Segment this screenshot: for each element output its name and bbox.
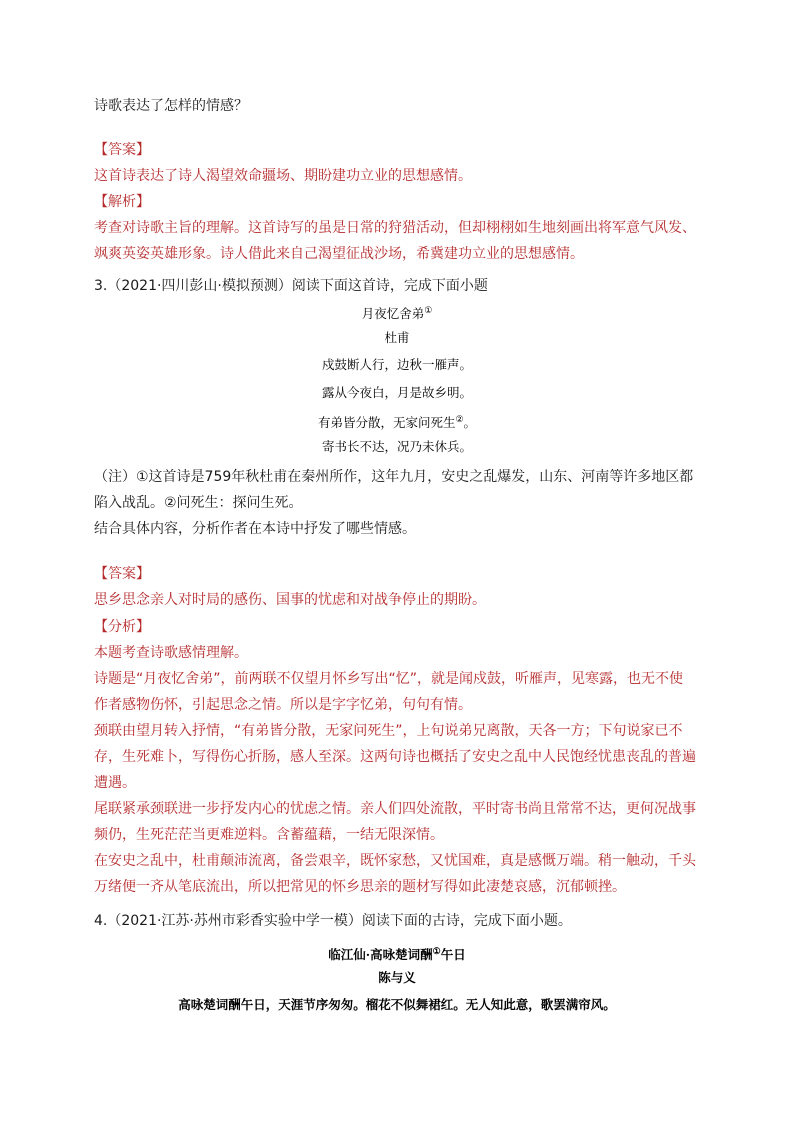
q4-poem-title [0, 943, 794, 964]
q3-answer-label: 【答案】 [94, 566, 150, 582]
q2-analysis-line-2: 飒爽英姿英雄形象。诗人借此来自己渴望征战沙场，希冀建功立业的思想感情。 [94, 246, 584, 262]
q3-analysis-line: 本题考查诗歌感情理解。 [94, 645, 248, 661]
q3-poem-line-1: 戍鼓断人行，边秋一雁声。 [321, 357, 472, 372]
q3-note-line-1: （注）①这首诗是759年秋杜甫在秦州所作，这年九月，安史之乱爆发，山东、河南等许多地区都 [94, 469, 694, 485]
q4-poem-title-note-mark: ① [432, 947, 441, 957]
q3-poem-line-3-end: 。 [463, 415, 477, 431]
q2-analysis-label: 【解析】 [94, 194, 150, 210]
q2-answer: 这首诗表达了诗人渴望效命疆场、期盼建功立业的思想感情。 [94, 168, 472, 184]
q3-heading: 3.（2021·四川彭山·模拟预测）阅读下面这首诗，完成下面小题 [94, 278, 488, 294]
q3-analysis-line: 万绪便一齐从笔底流出，所以把常见的怀乡思亲的题材写得如此凄楚哀感，沉郁顿挫。 [94, 879, 626, 895]
q3-poem-title [0, 302, 794, 323]
q3-poem-line-3 [0, 411, 794, 432]
q3-analysis-line: 在安史之乱中，杜甫颠沛流离，备尝艰辛，既怀家愁，又忧国难，真是感慨万端。稍一触动，千头 [94, 853, 696, 869]
q3-analysis-line: 存，生死难卜，写得伤心折肠，感人至深。这两句诗也概括了安史之乱中人民饱经忧患丧乱的普遍 [94, 749, 696, 765]
q4-heading: 4.（2021·江苏·苏州市彩香实验中学一模）阅读下面的古诗，完成下面小题。 [94, 913, 572, 929]
q4-poem-author: 陈与义 [378, 970, 416, 985]
q3-poem-line-4: 寄书长不达，况乃未休兵。 [321, 439, 472, 454]
q3-answer: 思乡思念亲人对时局的感伤、国事的忧虑和对战争停止的期盼。 [94, 592, 486, 608]
q4-poem-title-text-b: 午日 [440, 947, 466, 963]
q4-poem-title-text-a: 临江仙·高咏楚词酬 [328, 947, 433, 963]
q4-poem-line-1: 高咏楚词酬午日，天涯节序匆匆。榴花不似舞裙红。无人知此意，歌罢满帘风。 [178, 997, 616, 1012]
q3-analysis-line: 频仍，生死茫茫当更难逆料。含蓄蕴藉，一结无限深情。 [94, 827, 444, 843]
q2-answer-label: 【答案】 [94, 142, 150, 158]
q3-poem-line-2: 露从今夜白，月是故乡明。 [321, 385, 472, 400]
q3-analysis-line: 尾联紧承颈联进一步抒发内心的忧虑之情。亲人们四处流散，平时寄书尚且常常不达，更何况战事 [94, 801, 696, 817]
q3-poem-line-3-note-mark: ② [455, 415, 464, 425]
q3-analysis-line: 作者感物伤怀，引起思念之情。所以是字字忆弟，句句有情。 [94, 697, 472, 713]
q2-analysis-line-1: 考查对诗歌主旨的理解。这首诗写的虽是日常的狩猎活动，但却栩栩如生地刻画出将军意气风发、 [94, 220, 696, 236]
q3-note-line-2: 陷入战乱。②问死生：探问生死。 [94, 495, 303, 511]
q3-analysis-line: 颈联由望月转入抒情，“有弟皆分散，无家问死生”，上句说弟兄离散，天各一方；下句说家已不 [94, 723, 683, 739]
q3-poem-line-3-text: 有弟皆分散，无家问死生 [317, 415, 456, 431]
q3-analysis-label: 【分析】 [94, 619, 150, 635]
q3-analysis-line: 遭遇。 [94, 775, 136, 791]
q3-poem-title-note-mark: ① [424, 306, 433, 316]
q2-question: 诗歌表达了怎样的情感？ [94, 98, 248, 114]
q3-poem-author: 杜甫 [384, 330, 410, 345]
q3-analysis-line: 诗题是“月夜忆舍弟”，前两联不仅望月怀乡写出“忆”，就是闻戍鼓，听雁声，见寒露，也无不使 [94, 671, 684, 687]
q3-prompt: 结合具体内容，分析作者在本诗中抒发了哪些情感。 [94, 521, 416, 537]
q3-poem-title-text: 月夜忆舍弟 [361, 306, 425, 322]
